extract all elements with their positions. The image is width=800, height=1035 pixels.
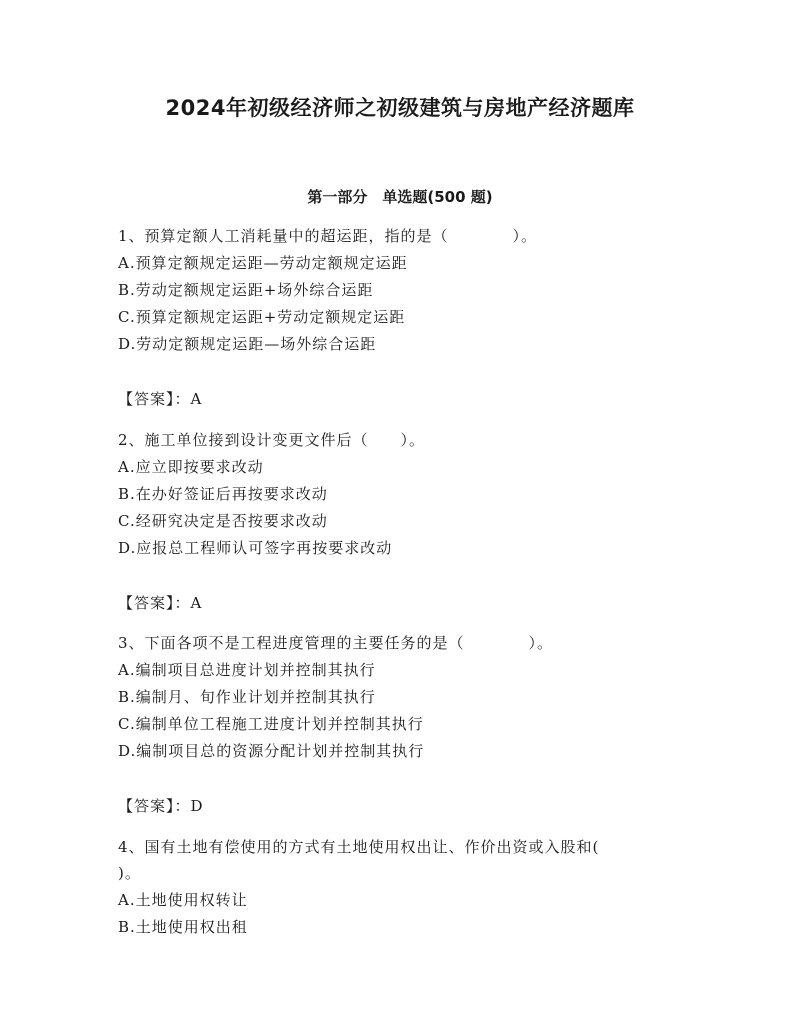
question-stem: 1、预算定额人工消耗量中的超运距，指的是（ ）。 — [118, 227, 538, 245]
answer-label: 【答案】：D — [118, 797, 204, 815]
question-option: A.预算定额规定运距—劳动定额规定运距 — [118, 254, 408, 272]
question-option: A.应立即按要求改动 — [118, 458, 264, 476]
document-title: 2024年初级经济师之初级建筑与房地产经济题库 — [165, 96, 635, 120]
answer-label: 【答案】：A — [118, 594, 203, 612]
question-stem: 3、下面各项不是工程进度管理的主要任务的是（ ）。 — [118, 634, 554, 652]
section-title: 第一部分 单选题(500 题) — [307, 188, 493, 206]
answer-label: 【答案】：A — [118, 390, 203, 408]
question-option: D.编制项目总的资源分配计划并控制其执行 — [118, 742, 425, 760]
question-option: B.劳动定额规定运距+场外综合运距 — [118, 281, 374, 299]
question-option: A.编制项目总进度计划并控制其执行 — [118, 661, 376, 679]
question-option: B.土地使用权出租 — [118, 918, 248, 936]
question-option: C.预算定额规定运距+劳动定额规定运距 — [118, 308, 406, 326]
question-stem: 2、施工单位接到设计变更文件后（ ）。 — [118, 431, 426, 449]
question-option: C.经研究决定是否按要求改动 — [118, 512, 328, 530]
question-option: D.劳动定额规定运距—场外综合运距 — [118, 335, 377, 353]
question-stem: 4、国有土地有偿使用的方式有土地使用权出让、作价出资或入股和( — [118, 838, 600, 856]
question-option: B.编制月、旬作业计划并控制其执行 — [118, 688, 376, 706]
question-option: D.应报总工程师认可签字再按要求改动 — [118, 539, 393, 557]
question-option: A.土地使用权转让 — [118, 891, 248, 909]
question-option: B.在办好签证后再按要求改动 — [118, 485, 328, 503]
question-option: C.编制单位工程施工进度计划并控制其执行 — [118, 715, 424, 733]
question-stem-continued: )。 — [118, 864, 141, 882]
